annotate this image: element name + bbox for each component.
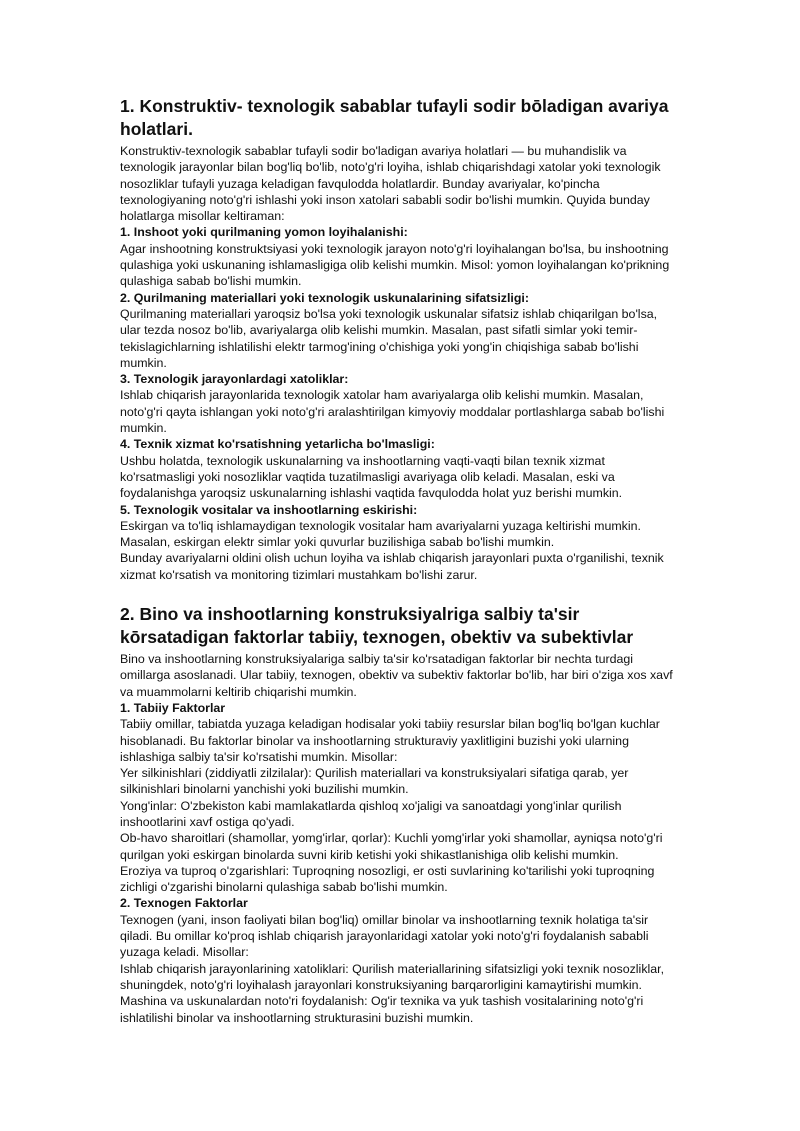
item-4-heading: 4. Texnik xizmat ko'rsatishning yetarlicha bo'lmasligi: bbox=[120, 437, 435, 452]
item-3-text: Ishlab chiqarish jarayonlarida texnologik xatolar ham avariyalarga olib kelishi mumkin. Masalan, noto'g'ri qayta ishlangan yoki noto'g'ri aralashtirilgan kimyoviy moddalar portlashlarga sabab bo'lishi mumkin. bbox=[120, 388, 665, 436]
natural-example-earthquakes: Yer silkinishlari (ziddiyatli zilzilalar): Qurilish materiallari va konstruksiyalari sifatiga qarab, yer silkinishlari binolarni yanchishi yoki buzilishi mumkin. bbox=[120, 766, 629, 797]
technogenic-example-machinery: Mashina va uskunalardan noto'ri foydalanish: Og'ir texnika va yuk tashish vositalarining noto'g'ri ishlatilishi binolar va inshootlarning strukturasini buzishi mumkin. bbox=[120, 994, 644, 1025]
section-1-conclusion: Bunday avariyalarni oldini olish uchun loyiha va ishlab chiqarish jarayonlari puxta o'rganilishi, texnik xizmat ko'rsatish va monitoring tizimlari mustahkam bo'lishi zarur. bbox=[120, 551, 664, 582]
technogenic-factors-intro: Texnogen (yani, inson faoliyati bilan bog'liq) omillar binolar va inshootlarning texnik holatiga ta'sir qiladi. Bu omillar ko'proq ishlab chiqarish jarayonlaridagi xatolar yoki noto'g'ri foydalanish sababli yuzaga keladi. Misollar: bbox=[120, 912, 649, 960]
section-2-title: 2. Bino va inshootlarning konstruksiyalriga salbiy ta'sir kōrsatadigan faktorlar tabiiy, texnogen, obektiv va subektivlar bbox=[120, 604, 634, 648]
section-1-title: 1. Konstruktiv- texnologik sabablar tufayli sodir bōladigan avariya holatlari. bbox=[120, 96, 669, 139]
natural-example-weather: Ob-havo sharoitlari (shamollar, yomg'irlar, qorlar): Kuchli yomg'irlar yoki shamollar, ayniqsa noto'g'ri qurilgan yoki eskirgan binolarda suvni kirib ketishi yoki shikastlanishiga olib kelishi mumkin. bbox=[120, 831, 663, 862]
item-4-text: Ushbu holatda, texnologik uskunalarning va inshootlarning vaqti-vaqti bilan texnik xizmat ko'rsatmasligi yoki nosozliklar vaqtida tuzatilmasligi avariyaga olib keladi. Masalan, eski va foydalanishga yaroqsiz uskunalarning ishlashi vaqtida favqulodda holat yuz berishi mumkin. bbox=[120, 453, 623, 501]
natural-factors-heading: 1. Tabiiy Faktorlar bbox=[120, 700, 226, 715]
natural-factors-intro: Tabiiy omillar, tabiatda yuzaga keladigan hodisalar yoki tabiiy resurslar bilan bog'liq bo'lgan kuchlar hisoblanadi. Bu faktorlar binolar va inshootlarning strukturaviy yaxlitligini buzishi yoki ularning ishlashiga salbiy ta'sir ko'rsatishi mumkin. Misollar: bbox=[120, 717, 660, 764]
item-5-heading: 5. Texnologik vositalar va inshootlarning eskirishi: bbox=[120, 502, 418, 517]
section-2-intro: Bino va inshootlarning konstruksiyalariga salbiy ta'sir ko'rsatadigan faktorlar bir nechta turdagi omillarga asoslanadi. Ular tabiiy, texnogen, obektiv va subektiv faktorlar bo'lib, har biri o'ziga xos xavf va muammolarni keltirib chiqarishi mumkin. bbox=[120, 652, 673, 699]
section-1-intro: Konstruktiv-texnologik sabablar tufayli sodir bo'ladigan avariya holatlari — bu muhandislik va texnologik jarayonlar bilan bog'liq bo'lib, noto'g'ri loyiha, ishlab chiqarishdagi xatolar yoki texnologik nosozliklar tufayli yuzaga keladigan favqulodda holatlardir. Bunday avariyalar, ko'pincha texnologiyaning noto'g'ri ishlashi yoki inson xatolari sababli sodir bo'lishi mumkin. Quyida bunday holatlarga misollar keltiraman: bbox=[120, 144, 661, 224]
technogenic-factors-heading: 2. Texnogen Faktorlar bbox=[120, 896, 248, 911]
item-1-text: Agar inshootning konstruktsiyasi yoki texnologik jarayon noto'g'ri loyihalangan bo'lsa, bu inshootning qulashiga yoki uskunaning ishlamasligiga olib kelishi mumkin. Misol: yomon loyihalangan ko'prikning qulashiga sabab bo'lishi mumkin. bbox=[120, 241, 670, 289]
technogenic-example-production: Ishlab chiqarish jarayonlarining xatoliklari: Qurilish materiallarining sifatsizligi yoki texnik nosozliklar, shuningdek, noto'g'ri loyihalash jarayonlari konstruksiyaning barqarorligini kamaytirishi mumkin. bbox=[120, 961, 665, 992]
document-page bbox=[120, 95, 680, 1026]
item-1-heading: 1. Inshoot yoki qurilmaning yomon loyihalanishi: bbox=[120, 225, 408, 240]
item-2-heading: 2. Qurilmaning materiallari yoki texnologik uskunalarining sifatsizligi: bbox=[120, 290, 529, 305]
item-3-heading: 3. Texnologik jarayonlardagi xatoliklar: bbox=[120, 372, 349, 387]
natural-example-fires: Yong'inlar: O'zbekiston kabi mamlakatlarda qishloq xo'jaligi va sanoatdagi yong'inlar qurilish inshootlarini xavf ostiga qo'yadi. bbox=[120, 798, 622, 829]
natural-example-erosion: Eroziya va tuproq o'zgarishlari: Tuproqning nosozligi, er osti suvlarining ko'tarilishi yoki tuproqning zichligi o'zgarishi binolarni qulashiga sabab bo'lishi mumkin. bbox=[120, 863, 655, 895]
item-2-text: Qurilmaning materiallari yaroqsiz bo'lsa yoki texnologik uskunalar sifatsiz ishlab chiqarilgan bo'lsa, ular tezda nosoz bo'lib, avariyalarga olib kelishi mumkin. Masalan, past sifatli simlar yoki temir-tekislagichlarning ishlatilishi elektr tarmog'ining o'chishiga yoki yong'in chiqishiga sabab bo'lishi mumkin. bbox=[120, 306, 658, 370]
item-5-text: Eskirgan va to'liq ishlamaydigan texnologik vositalar ham avariyalarni yuzaga keltirishi mumkin. Masalan, eskirgan elektr simlar yoki quvurlar buzilishiga sabab bo'lishi mumkin. bbox=[120, 518, 641, 550]
